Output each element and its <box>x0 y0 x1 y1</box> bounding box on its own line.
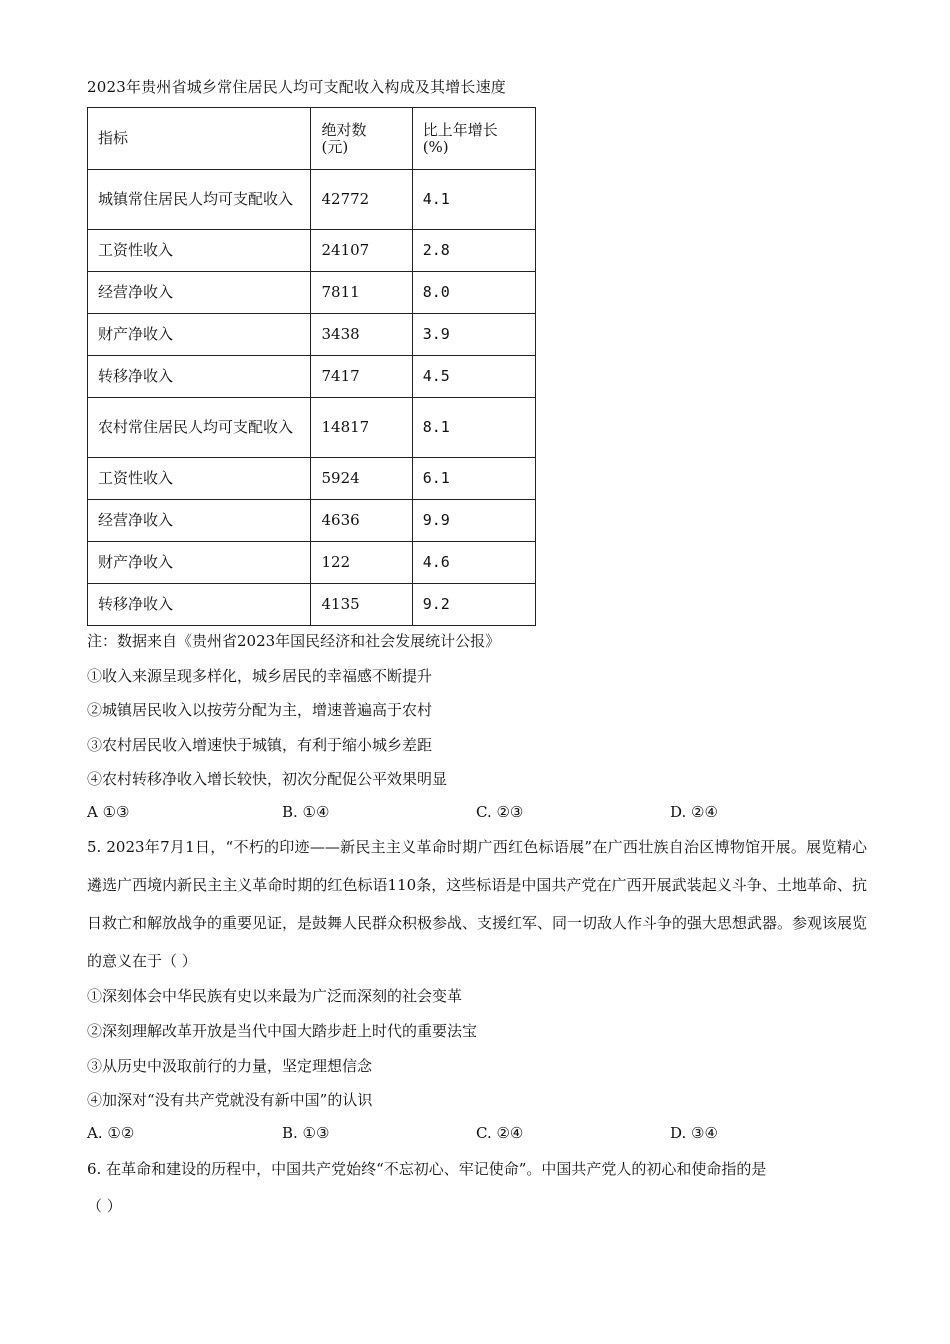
table-row <box>88 542 536 584</box>
q5-statement-4: ④加深对“没有共产党就没有新中国”的认识 <box>87 1091 373 1109</box>
q4-statement-3: ③农村居民收入增速快于城镇，有利于缩小城乡差距 <box>87 736 433 754</box>
row-growth: 4.1 <box>412 170 535 230</box>
table-row <box>88 500 536 542</box>
q5-option-c[interactable]: C. ②④ <box>476 1124 524 1142</box>
row-value: 42772 <box>311 170 412 230</box>
row-growth: 8.1 <box>412 398 535 458</box>
table-header-row <box>88 108 536 170</box>
header-indicator: 指标 <box>88 108 311 170</box>
q4-option-c[interactable]: C. ②③ <box>476 803 524 821</box>
row-growth: 4.5 <box>412 356 535 398</box>
q4-option-a[interactable]: A ①③ <box>87 803 130 821</box>
income-table <box>87 107 536 626</box>
table-note: 注：数据来自《贵州省2023年国民经济和社会发展统计公报》 <box>87 632 501 650</box>
row-label: 工资性收入 <box>88 230 311 272</box>
row-value: 122 <box>311 542 412 584</box>
table-row <box>88 230 536 272</box>
q5-option-a[interactable]: A. ①② <box>87 1124 135 1142</box>
table-row <box>88 356 536 398</box>
row-value: 3438 <box>311 314 412 356</box>
row-value: 7417 <box>311 356 412 398</box>
table-row <box>88 584 536 626</box>
q4-statement-2: ②城镇居民收入以按劳分配为主，增速普遍高于农村 <box>87 701 433 719</box>
table-row <box>88 170 536 230</box>
row-growth: 8.0 <box>412 272 535 314</box>
row-label: 财产净收入 <box>88 314 311 356</box>
q4-option-d[interactable]: D. ②④ <box>670 803 718 821</box>
row-value: 24107 <box>311 230 412 272</box>
table-row <box>88 458 536 500</box>
q6-answer-blank: （ ） <box>87 1197 122 1215</box>
row-label: 工资性收入 <box>88 458 311 500</box>
q5-option-d[interactable]: D. ③④ <box>670 1124 718 1142</box>
q5-statement-2: ②深刻理解改革开放是当代中国大踏步赶上时代的重要法宝 <box>87 1022 478 1040</box>
row-label: 转移净收入 <box>88 584 311 626</box>
q5-option-b[interactable]: B. ①③ <box>282 1124 330 1142</box>
row-growth: 3.9 <box>412 314 535 356</box>
row-growth: 9.2 <box>412 584 535 626</box>
header-absolute: 绝对数 (元) <box>311 108 412 170</box>
row-value: 4135 <box>311 584 412 626</box>
row-label: 经营净收入 <box>88 500 311 542</box>
table-row <box>88 272 536 314</box>
row-label: 转移净收入 <box>88 356 311 398</box>
row-label: 农村常住居民人均可支配收入 <box>88 398 311 458</box>
row-value: 7811 <box>311 272 412 314</box>
header-growth: 比上年增长 (%) <box>412 108 535 170</box>
table-row <box>88 398 536 458</box>
q5-stem: 5. 2023年7月1日，“不朽的印迹——新民主主义革命时期广西红色标语展”在广西壮族自治区博物馆开展。展览精心遴选广西境内新民主主义革命时期的红色标语110条，这些标语是中国共产党在广西开展武装起义斗争、土地革命、抗日救亡和解放战争的重要见证，是鼓舞人民群众积极参战、支援红军、同一切敌人作斗争的强大思想武器。参观该展览的意义在于（ ） <box>87 838 868 970</box>
q5-statement-3: ③从历史中汲取前行的力量，坚定理想信念 <box>87 1057 373 1075</box>
row-growth: 2.8 <box>412 230 535 272</box>
row-growth: 9.9 <box>412 500 535 542</box>
q4-statement-1: ①收入来源呈现多样化，城乡居民的幸福感不断提升 <box>87 667 433 685</box>
q4-option-b[interactable]: B. ①④ <box>282 803 330 821</box>
row-growth: 4.6 <box>412 542 535 584</box>
row-value: 5924 <box>311 458 412 500</box>
row-value: 4636 <box>311 500 412 542</box>
row-value: 14817 <box>311 398 412 458</box>
q6-stem: 6. 在革命和建设的历程中，中国共产党始终“不忘初心、牢记使命”。中国共产党人的初心和使命指的是 <box>87 1160 767 1178</box>
row-label: 财产净收入 <box>88 542 311 584</box>
table-row <box>88 314 536 356</box>
row-label: 城镇常住居民人均可支配收入 <box>88 170 311 230</box>
q5-statement-1: ①深刻体会中华民族有史以来最为广泛而深刻的社会变革 <box>87 987 463 1005</box>
q4-statement-4: ④农村转移净收入增长较快，初次分配促公平效果明显 <box>87 770 448 788</box>
row-growth: 6.1 <box>412 458 535 500</box>
table-caption: 2023年贵州省城乡常住居民人均可支配收入构成及其增长速度 <box>87 78 506 96</box>
row-label: 经营净收入 <box>88 272 311 314</box>
